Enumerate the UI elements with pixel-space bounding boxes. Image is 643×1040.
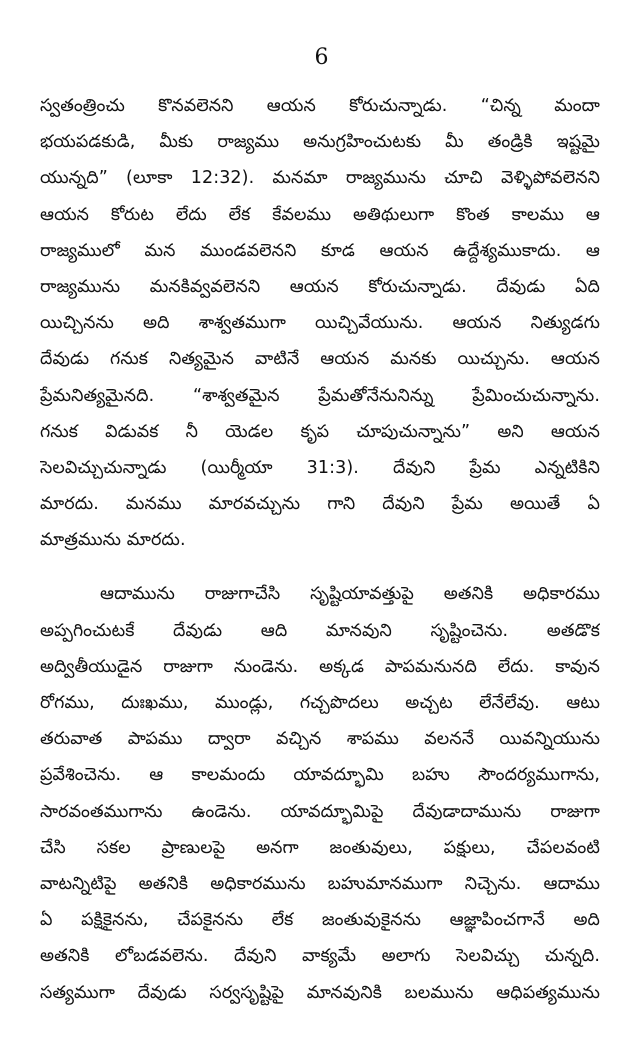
text-line: గనుక విడువక నీ యెడల కృప చూపుచున్నాను” అని ఆయన xyxy=(40,421,600,442)
text-line: సత్యముగా దేవుడు సర్వసృష్టిపై మానవునికి బలమును ఆధిపత్యమును xyxy=(40,982,600,1003)
text-line: ఏ పక్షికైనను, చేపకైనను లేక జంతువుకైనను ఆజ్ఞాపించగానే అది xyxy=(40,910,600,931)
text-line: యున్నది” (లూకా 12:32). మనమా రాజ్యమును చూచి వెళ్ళిపోవలెనని xyxy=(40,168,600,189)
paragraph-spacer xyxy=(40,558,600,576)
text-line: వాటన్నిటిపై అతనికి అధికారమును బహుమానముగా నిచ్చెను. ఆదాము xyxy=(40,873,600,894)
text-line: ప్రవేశించెను. ఆ కాలమందు యావద్భూమి బహు సౌందర్యముగాను, xyxy=(40,765,600,786)
text-line: సారవంతముగాను ఉండెను. యావద్భూమిపై దేవుడాదామును రాజుగా xyxy=(40,801,600,822)
text-line: రోగము, దుఃఖము, ముండ్లు, గచ్చపొదలు అచ్చట లేనేలేవు. ఆటు xyxy=(40,693,600,713)
text-line: ప్రేమనిత్యమైనది. “శాశ్వతమైన ప్రేమతోనేనునిన్ను ప్రేమించుచున్నాను. xyxy=(40,385,600,406)
text-line: తరువాత పాపము ద్వారా వచ్చిన శాపము వలననే యివన్నియును xyxy=(40,729,600,750)
paragraph-1 xyxy=(40,88,600,558)
text-line: అతనికి లోబడవలెను. దేవుని వాక్యమే అలాగు సెలవిచ్చు చున్నది. xyxy=(40,946,600,967)
text-line: రాజ్యములో మన ముండవలెనని కూడ ఆయన ఉద్దేశ్యముకాదు. ఆ xyxy=(40,240,600,261)
paragraph-2 xyxy=(40,576,600,1010)
text-line: యిచ్చినను అది శాశ్వతముగా యిచ్చివేయును. ఆయన నిత్యుడగు xyxy=(40,313,600,334)
text-body xyxy=(40,88,600,1011)
text-line: సెలవిచ్చుచున్నాడు (యిర్మీయా 31:3). దేవుని ప్రేమ ఎన్నటికిని xyxy=(40,457,600,478)
text-line: రాజ్యమును మనకివ్వవలెనని ఆయన కోరుచున్నాడు. దేవుడు ఏది xyxy=(40,276,600,297)
text-line: మారదు. మనము మారవచ్చును గాని దేవుని ప్రేమ అయితే ఏ xyxy=(40,494,600,515)
text-line: అప్పగించుటకే దేవుడు ఆది మానవుని సృష్టించెను. అతడొక xyxy=(40,620,600,641)
text-line: మాత్రమును మారదు. xyxy=(40,530,186,551)
text-line: అద్వితీయుడైన రాజుగా నుండెను. అక్కడ పాపమనునది లేదు. కావున xyxy=(40,656,600,677)
text-line: దేవుడు గనుక నిత్యమైన వాటినే ఆయన మనకు యిచ్చును. ఆయన xyxy=(40,349,600,370)
text-line: ఆదామును రాజుగాచేసి సృష్టియావత్తుపై అతనికి అధికారము xyxy=(100,584,600,605)
page-number: 6 xyxy=(314,45,329,70)
text-line: స్వతంత్రించు కొనవలెనని ఆయన కోరుచున్నాడు. “చిన్న మందా xyxy=(40,96,600,116)
text-line: చేసి సకల ప్రాణులపై అనగా జంతువులు, పక్షులు, చేపలవంటి xyxy=(40,837,600,858)
text-line: ఆయన కోరుట లేదు లేక కేవలము అతిథులుగా కొంత కాలము ఆ xyxy=(40,204,600,225)
text-line: భయపడకుడి, మీకు రాజ్యము అనుగ్రహించుటకు మీ తండ్రికి ఇష్టమై xyxy=(40,132,600,153)
